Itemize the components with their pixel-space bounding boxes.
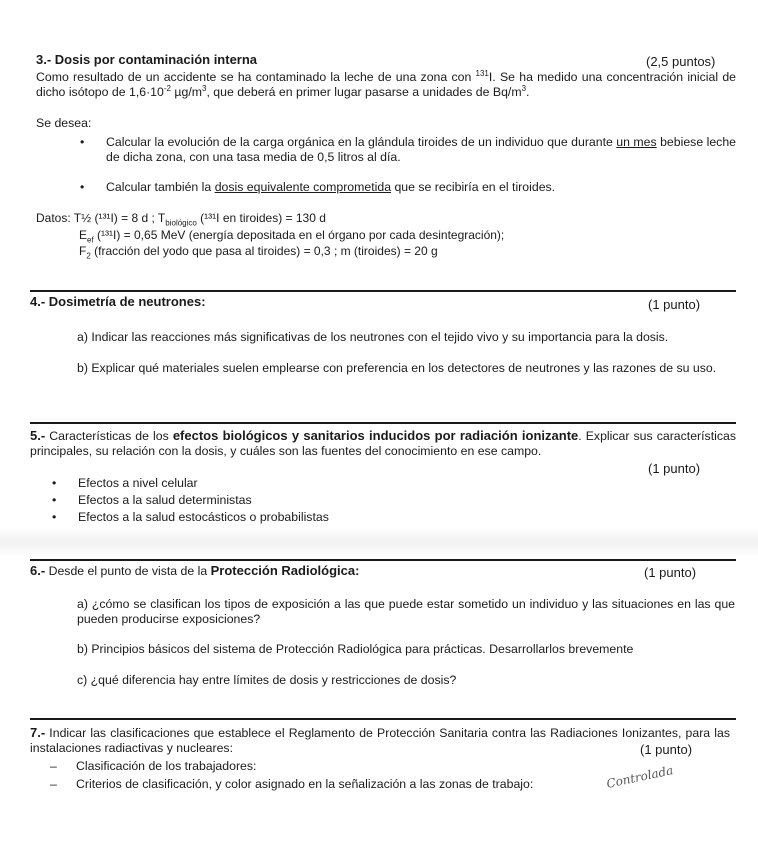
section-5-item-2: • Efectos a la salud deterministas — [78, 493, 252, 508]
section-6-title: 6.- Desde el punto de vista de la Protección Radiológica: — [30, 563, 360, 578]
section-4-points: (1 punto) — [648, 297, 701, 312]
section-3-intro: Como resultado de un accidente se ha contaminado la leche de una zona con $^{131}$I. Se ha medido una concentración inicial de dicho isótopo de $1,6\cdot 10^{-2}$ $\mu g/m^3$, que deberá en primer lugar pasarse a unidades de $Bq/m^3$. — [36, 68, 736, 99]
section-5-text: 5.- Características de los efectos biológicos y sanitarios inducidos por radiación ionizante. Explicar sus características principales, su relación con la dosis, y cuáles son las fuentes del conocimiento en ese campo. — [30, 428, 736, 458]
section-3-datos-2: $E_{ef}$ (¹³¹I) = 0,65 MeV (energía depositada en el órgano por cada desintegración); — [79, 228, 505, 245]
section-3-datos-1: Datos: T½ (¹³¹I) = 8 d ; $T_{biológico}$ (¹³¹I en tiroides) = 130 d — [36, 211, 326, 228]
section-4-a: a) Indicar las reacciones más significativas de los neutrones con el tejido vivo y su importancia para la dosis. — [77, 330, 669, 344]
scan-smudge — [0, 528, 758, 558]
divider — [30, 718, 736, 720]
section-6-a: a) ¿cómo se clasifican los tipos de exposición a las que puede estar sometido un individuo y las situaciones en las que pueden producirse exposiciones? — [77, 597, 735, 626]
section-3-title: 3.- Dosis por contaminación interna — [36, 52, 258, 67]
section-6-c: c) ¿qué diferencia hay entre límites de dosis y restricciones de dosis? — [77, 673, 457, 687]
section-7-text: 7.- Indicar las clasificaciones que establece el Reglamento de Protección Sanitaria contra las Radiaciones Ionizantes, para las instalaciones radiactivas y nucleares: — [30, 725, 730, 755]
divider — [30, 290, 736, 292]
section-7-points: (1 punto) — [640, 742, 693, 757]
section-6-b: b) Principios básicos del sistema de Protección Radiológica para prácticas. Desarrollarlos brevemente — [77, 642, 634, 656]
section-7-item-1: – Clasificación de los trabajadores: — [76, 759, 256, 774]
section-6-points: (1 punto) — [644, 565, 697, 580]
divider — [30, 559, 736, 561]
section-4-title: 4.- Dosimetría de neutrones: — [30, 294, 206, 309]
section-5-item-1: • Efectos a nivel celular — [78, 476, 198, 491]
section-3-points: (2,5 puntos) — [646, 54, 716, 69]
divider — [30, 422, 736, 424]
section-3-item-1: • Calcular la evolución de la carga orgánica en la glándula tiroides de un individuo que durante un mes bebiese leche de dicha zona, con una tasa media de 0,5 litros al día. — [106, 135, 736, 165]
section-7-item-2: – Criterios de clasificación, y color asignado en la señalización a las zonas de trabajo: — [76, 777, 533, 792]
section-3-datos-3: $F_2$ (fracción del yodo que pasa al tiroides) = 0,3 ; m (tiroides) = 20 g — [79, 244, 438, 261]
section-4-b: b) Explicar qué materiales suelen emplearse con preferencia en los detectores de neutrones y las razones de su uso. — [77, 361, 717, 375]
section-3-desea: Se desea: — [36, 116, 92, 130]
section-5-item-3: • Efectos a la salud estocásticos o probabilistas — [78, 510, 329, 525]
handwritten-note: Controlada — [605, 763, 675, 791]
section-3-item-2: • Calcular también la dosis equivalente comprometida que se recibiría en el tiroides. — [106, 180, 736, 195]
section-5-points: (1 punto) — [648, 461, 701, 476]
